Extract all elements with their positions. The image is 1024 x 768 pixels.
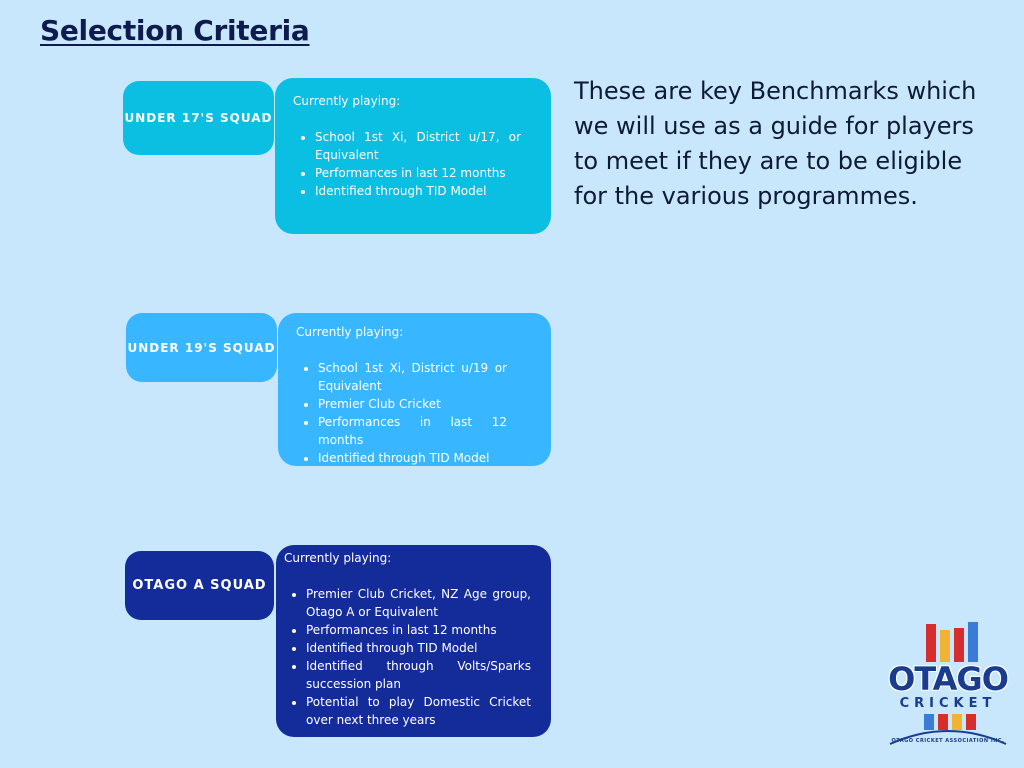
list-item: • Identified through TID Model: [318, 449, 507, 467]
squad-criteria-under-19: [278, 313, 551, 466]
list-item: • Potential to play Domestic Cricket over next three years: [306, 693, 531, 729]
logo-subtitle: CRICKET: [899, 696, 997, 711]
criteria-list: [296, 359, 507, 467]
criteria-intro: Currently playing:: [293, 94, 401, 108]
list-item: • Performances in last 12 months: [318, 413, 507, 449]
logo-association: OTAGO CRICKET ASSOCIATION INC.: [891, 738, 1005, 744]
list-item: • Identified through TID Model: [315, 182, 521, 200]
squad-label-under-17: UNDER 17'S SQUAD: [123, 81, 274, 155]
list-item: • Premier Club Cricket: [318, 395, 507, 413]
squad-label-otago-a: OTAGO A SQUAD: [125, 551, 274, 620]
list-item: • Performances in last 12 months: [306, 621, 531, 639]
list-item: • Premier Club Cricket, NZ Age group, Otago A or Equivalent: [306, 585, 531, 621]
squad-label-under-19: UNDER 19'S SQUAD: [126, 313, 277, 382]
list-item: • Performances in last 12 months: [315, 164, 521, 182]
list-item: • School 1st Xi, District u/17, or Equivalent: [315, 128, 521, 164]
page-title: Selection Criteria: [40, 14, 310, 47]
benchmark-description: These are key Benchmarks which we will use as a guide for players to meet if they are to be eligible for the various programmes.: [574, 77, 977, 210]
criteria-list: [293, 128, 521, 200]
list-item: • Identified through TID Model: [306, 639, 531, 657]
squad-criteria-under-17: [275, 78, 551, 234]
list-item: • Identified through Volts/Sparks succession plan: [306, 657, 531, 693]
criteria-intro: Currently playing:: [296, 325, 404, 339]
criteria-list: [284, 585, 531, 729]
otago-cricket-logo: [884, 618, 1012, 750]
logo-wordmark: OTAGO: [888, 660, 1008, 698]
list-item: • School 1st Xi, District u/19 or Equivalent: [318, 359, 507, 395]
squad-criteria-otago-a: [276, 545, 551, 737]
criteria-intro: Currently playing:: [284, 551, 392, 565]
